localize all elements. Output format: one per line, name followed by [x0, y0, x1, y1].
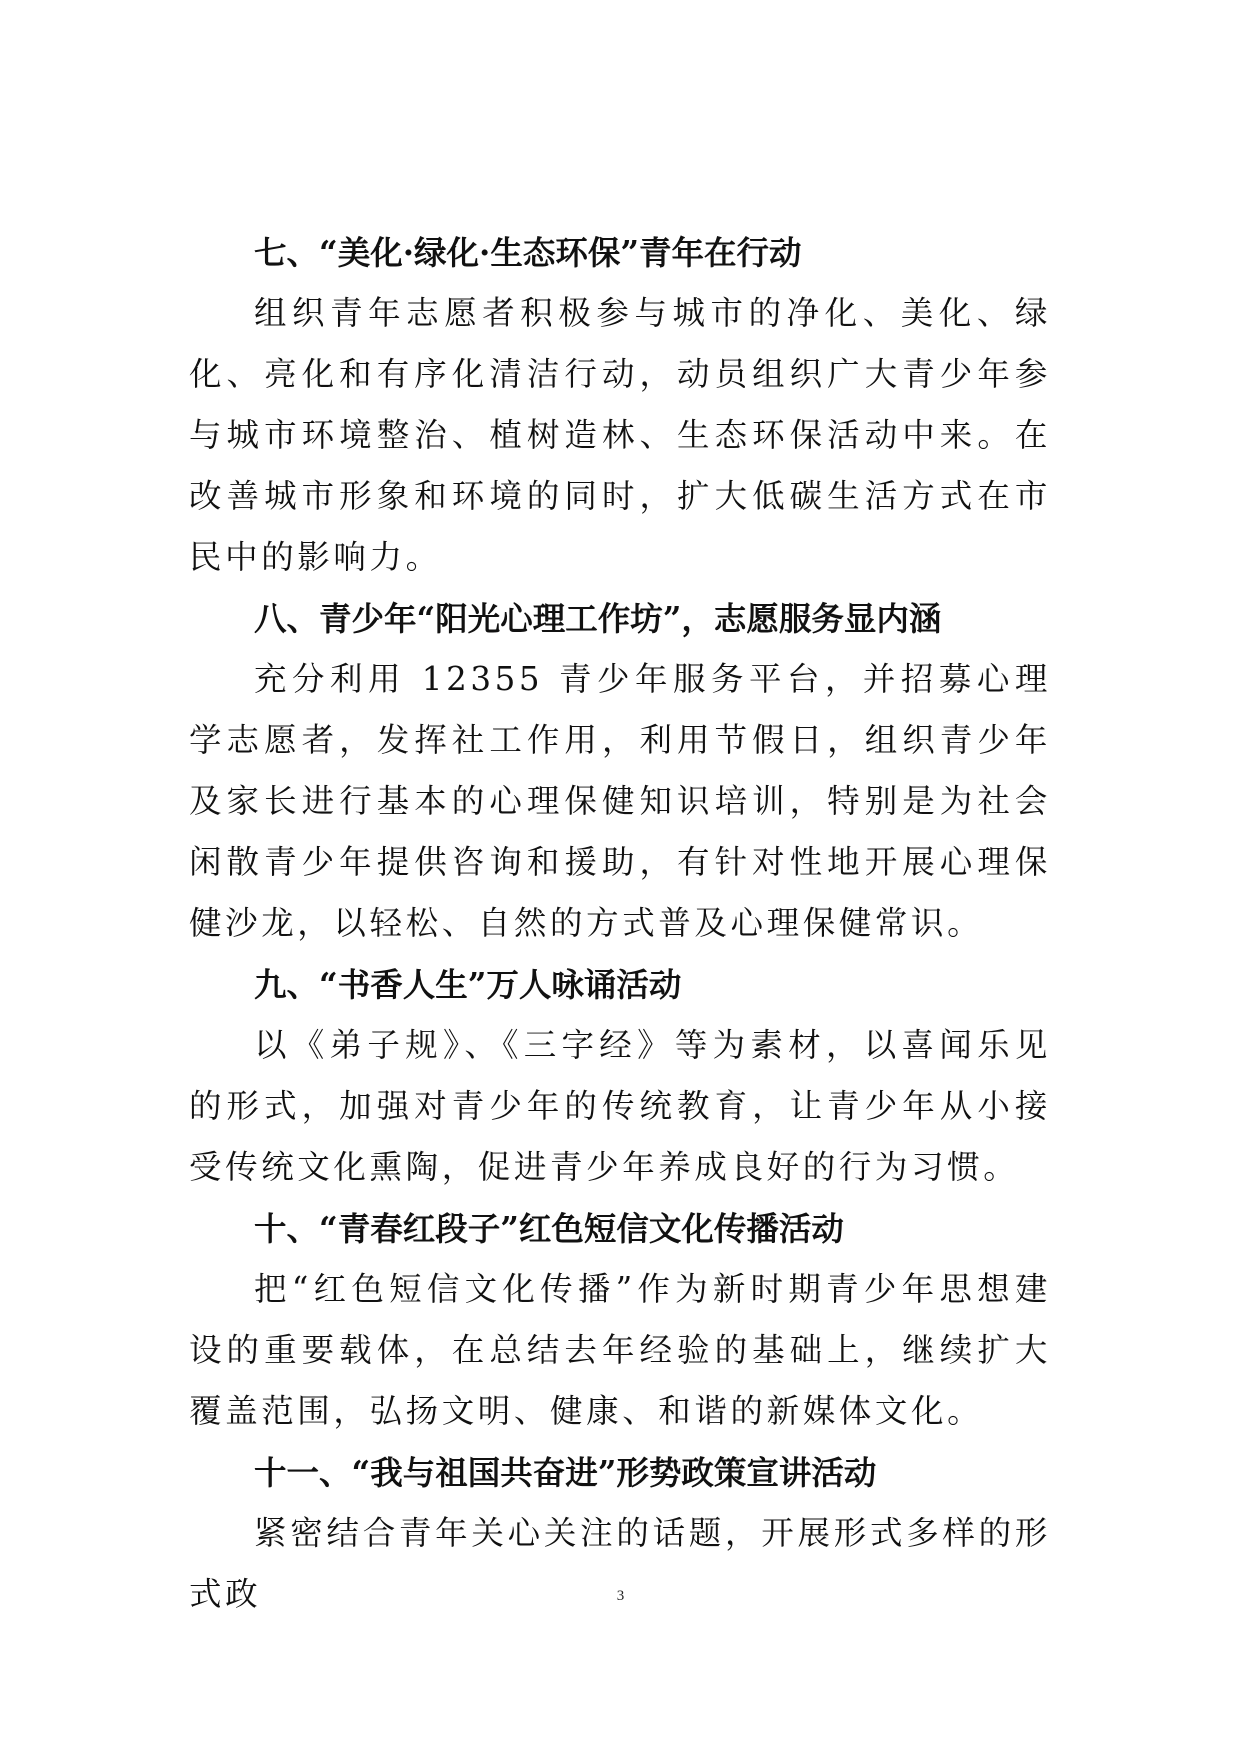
page-number: 3 — [616, 1588, 625, 1604]
section-heading-7: 七、“美化·绿化·生态环保”青年在行动 — [254, 233, 802, 272]
section-body-8: 充分利用 12355 青少年服务平台，并招募心理学志愿者，发挥社工作用，利用节假日，组织青少年及家长进行基本的心理保健知识培训，特别是为社会闲散青少年提供咨询和援助，有针对性地开展心理保健沙龙，以轻松、自然的方式普及心理保健常识。 — [189, 660, 1051, 942]
section-heading-8: 八、青少年“阳光心理工作坊”，志愿服务显内涵 — [254, 599, 942, 638]
section-body-11: 紧密结合青年关心关注的话题，开展形式多样的形式政 — [189, 1514, 1051, 1613]
section-body-9: 以《弟子规》、《三字经》等为素材，以喜闻乐见的形式，加强对青少年的传统教育，让青少年从小接受传统文化熏陶，促进青少年养成良好的行为习惯。 — [189, 1026, 1051, 1186]
section-body-10: 把“红色短信文化传播”作为新时期青少年思想建设的重要载体，在总结去年经验的基础上，继续扩大覆盖范围，弘扬文明、健康、和谐的新媒体文化。 — [189, 1270, 1051, 1430]
section-heading-9: 九、“书香人生”万人咏诵活动 — [254, 965, 682, 1004]
page-content — [189, 222, 1051, 1625]
section-heading-10: 十、“青春红段子”红色短信文化传播活动 — [254, 1209, 844, 1248]
section-body-7: 组织青年志愿者积极参与城市的净化、美化、绿化、亮化和有序化清洁行动，动员组织广大青少年参与城市环境整治、植树造林、生态环保活动中来。在改善城市形象和环境的同时，扩大低碳生活方式在市民中的影响力。 — [189, 294, 1051, 576]
section-heading-11: 十一、“我与祖国共奋进”形势政策宣讲活动 — [254, 1453, 877, 1492]
